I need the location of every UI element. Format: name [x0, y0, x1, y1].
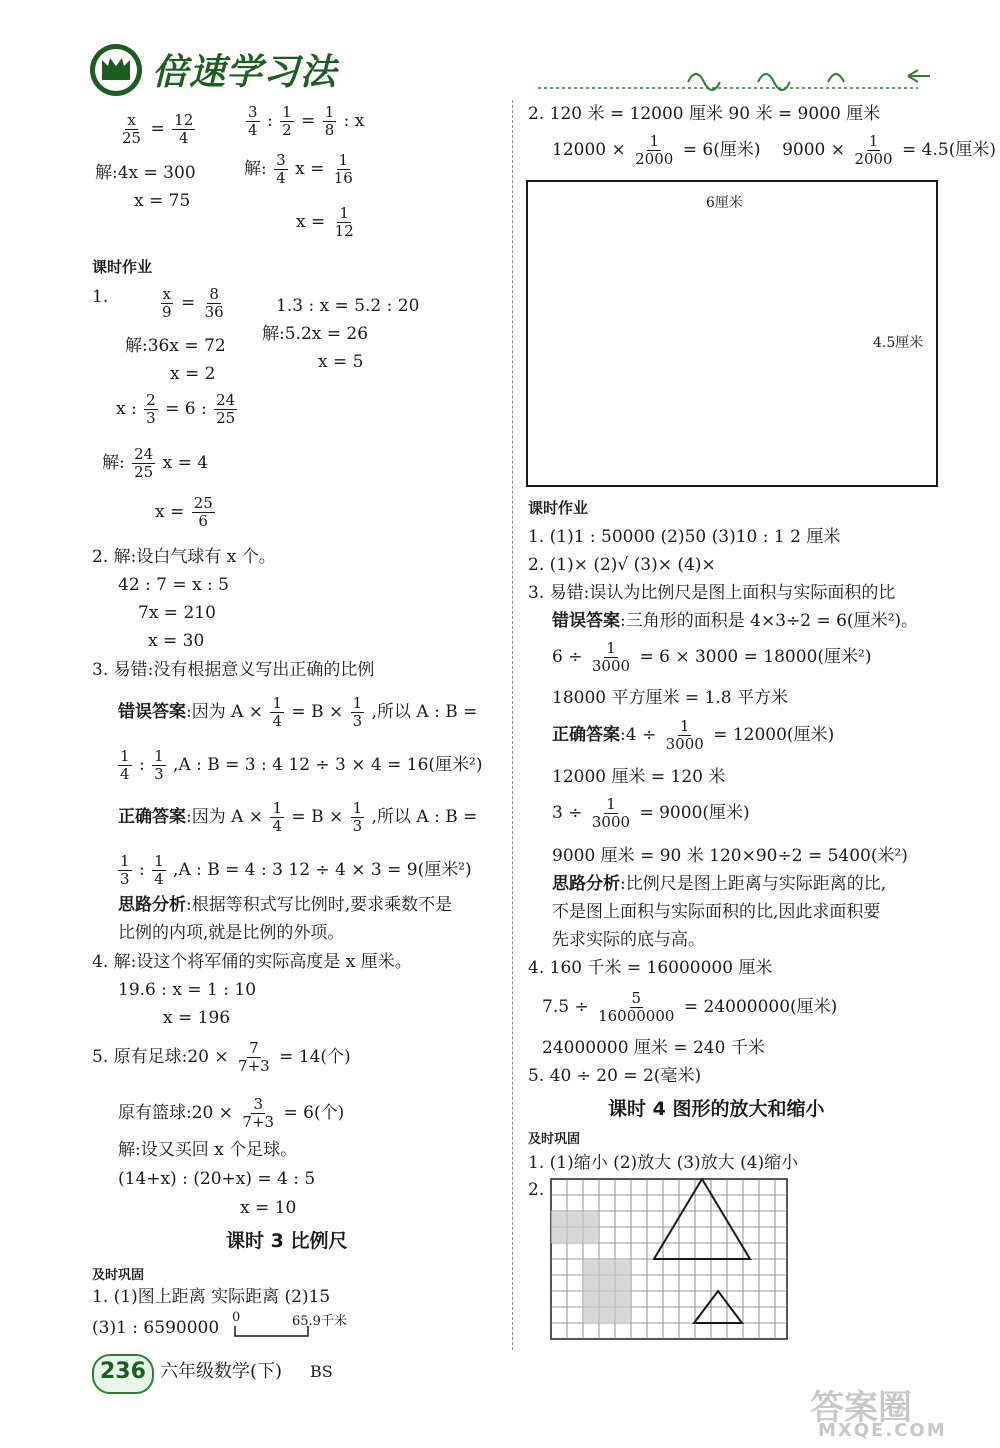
r-h3-analysis2: 不是图上面积与实际面积的比,因此求面积要 — [552, 902, 881, 922]
q1-eq3-sol1: 解: $\frac{24}{25}$ x = 4 — [102, 445, 209, 481]
q4-line3: x = 196 — [163, 1008, 231, 1028]
rect-height-label: 4.5厘米 — [873, 335, 924, 351]
book-title: 六年级数学(下) — [160, 1361, 283, 1382]
enlarge-shrink-grid — [550, 1178, 790, 1340]
q1-eq1: $\frac{x}{9}$ = $\frac{8}{36}$ — [162, 285, 224, 321]
homework-heading-right: 课时作业 — [528, 499, 589, 517]
q3-analysis2: 比例的内项,就是比例的外项。 — [118, 923, 345, 943]
top-eq-b: $\frac{3}{4}$ : $\frac{1}{2}$ = $\frac{1}{8}$ : x — [248, 103, 365, 139]
watermark-url: MXQE.COM — [818, 1420, 947, 1441]
r-h3-right: 正确答案:4 ÷ $\frac{1}{3000}$ = 12000(厘米) — [552, 717, 835, 753]
q5-line1: 5. 原有足球:20 × $\frac{7}{7+3}$ = 14(个) — [92, 1039, 351, 1075]
r-h4-line1: 4. 160 千米 = 16000000 厘米 — [528, 958, 773, 978]
brand-title: 倍速学习法 — [152, 52, 338, 93]
watermark — [800, 1380, 990, 1444]
book-logo-icon — [88, 42, 144, 98]
scale-bar — [228, 1310, 368, 1340]
scale-zero: 0 — [232, 1310, 241, 1325]
q4-line1: 4. 解:设这个将军俑的实际高度是 x 厘米。 — [92, 952, 412, 972]
edition: BS — [310, 1362, 333, 1381]
r-h3-calc5: 9000 厘米 = 90 米 120×90÷2 = 5400(米²) — [552, 846, 908, 866]
page-number: 236 — [100, 1359, 146, 1384]
top-eq-b-sol2: x = $\frac{1}{12}$ — [296, 204, 354, 240]
r-q2-line1: 2. 120 米 = 12000 厘米 90 米 = 9000 厘米 — [528, 104, 881, 124]
r-h2: 2. (1)× (2)√ (3)× (4)× — [528, 555, 716, 575]
scale-rectangle — [526, 180, 938, 487]
q3-right-line: 正确答案:因为 A × $\frac{1}{4}$ = B × $\frac{1}{3}$ ,所以 A : B = — [118, 799, 478, 835]
r-h4-line2: 7.5 ÷ $\frac{5}{16000000}$ = 24000000(厘米) — [542, 989, 838, 1025]
lesson4-consolidate: 及时巩固 — [528, 1132, 581, 1147]
q5-line5: x = 10 — [240, 1198, 297, 1218]
top-eq-b-sol1: 解: $\frac{3}{4}$ x = $\frac{1}{16}$ — [244, 151, 353, 187]
lesson3-line1: 1. (1)图上距离 实际距离 (2)15 — [92, 1287, 331, 1307]
q5-line3: 解:设又买回 x 个足球。 — [118, 1140, 298, 1160]
q1-eq3-sol2: x = $\frac{25}{6}$ — [155, 494, 213, 530]
header-decoration — [538, 62, 938, 92]
top-eq-a: $\frac{x}{25}$ = $\frac{12}{4}$ — [122, 111, 194, 147]
q1-eq2: 1.3 : x = 5.2 : 20 — [276, 296, 420, 316]
top-eq-a-sol1: 解:4x = 300 — [95, 163, 196, 183]
shaded-rect-large — [583, 1259, 631, 1323]
r-h3-line1: 3. 易错:误认为比例尺是图上面积与实际面积的比 — [528, 583, 896, 603]
page-header — [88, 40, 948, 100]
q3-wrong-line2: $\frac{1}{4}$ : $\frac{1}{3}$ ,A : B = 3 : 4 12 ÷ 3 × 4 = 16(厘米²) — [120, 747, 483, 783]
r-h5: 5. 40 ÷ 20 = 2(毫米) — [528, 1066, 702, 1086]
r-h3-calc1: 6 ÷ $\frac{1}{3000}$ = 6 × 3000 = 18000(厘米²) — [552, 639, 872, 675]
column-divider — [512, 100, 513, 1350]
q3-analysis1: 思路分析:根据等积式写比例时,要求乘数不是 — [118, 895, 453, 915]
top-eq-a-sol2: x = 75 — [134, 191, 191, 211]
r-q2-line2: 12000 × $\frac{1}{2000}$ = 6(厘米) 9000 × $\frac{1}{2000}$ = 4.5(厘米) — [552, 132, 996, 168]
q1-eq1-sol2: x = 2 — [170, 364, 216, 384]
r-h4-line3: 24000000 厘米 = 240 千米 — [542, 1038, 765, 1058]
lesson3-title: 课时 3 比例尺 — [226, 1230, 348, 1252]
lesson4-line2: 2. — [528, 1180, 545, 1200]
r-h3-wrong: 错误答案:三角形的面积是 4×3÷2 = 6(厘米²)。 — [552, 611, 919, 631]
q1-eq3: x : $\frac{2}{3}$ = 6 : $\frac{24}{25}$ — [116, 391, 236, 427]
q1-eq1-sol1: 解:36x = 72 — [125, 336, 226, 356]
q3-wrong-line: 错误答案:因为 A × $\frac{1}{4}$ = B × $\frac{1}{3}$ ,所以 A : B = — [118, 694, 478, 730]
q2-line4: x = 30 — [148, 631, 205, 651]
r-h3-analysis3: 先求实际的底与高。 — [552, 930, 705, 950]
watermark-text: 答案圈 — [810, 1388, 912, 1428]
r-h3-calc4: 3 ÷ $\frac{1}{3000}$ = 9000(厘米) — [552, 795, 750, 831]
r-h3-calc2: 18000 平方厘米 = 1.8 平方米 — [552, 688, 788, 708]
lesson3-consolidate: 及时巩固 — [92, 1268, 145, 1283]
q3-right-line2: $\frac{1}{3}$ : $\frac{1}{4}$ ,A : B = 4 : 3 12 ÷ 4 × 3 = 9(厘米²) — [120, 852, 472, 888]
homework-heading-left: 课时作业 — [92, 258, 153, 276]
rect-width-label: 6厘米 — [706, 195, 743, 211]
large-triangle — [654, 1179, 750, 1259]
q1-eq2-sol2: x = 5 — [318, 352, 364, 372]
r-h1: 1. (1)1 : 50000 (2)50 (3)10 : 1 2 厘米 — [528, 527, 841, 547]
q3-line1: 3. 易错:没有根据意义写出正确的比例 — [92, 660, 375, 680]
q2-line2: 42 : 7 = x : 5 — [118, 575, 229, 595]
q1-number: 1. — [92, 287, 109, 307]
q5-line4: (14+x) : (20+x) = 4 : 5 — [118, 1169, 316, 1189]
q2-line3: 7x = 210 — [138, 603, 216, 623]
shaded-rect-small — [551, 1211, 599, 1243]
r-h3-calc3: 12000 厘米 = 120 米 — [552, 767, 726, 787]
q2-line1: 2. 解:设白气球有 x 个。 — [92, 547, 276, 567]
lesson4-line1: 1. (1)缩小 (2)放大 (3)放大 (4)缩小 — [528, 1153, 799, 1173]
q1-eq2-sol1: 解:5.2x = 26 — [262, 324, 369, 344]
lesson4-title: 课时 4 图形的放大和缩小 — [608, 1098, 825, 1120]
scale-line — [234, 1326, 314, 1338]
page-footer — [92, 1354, 492, 1394]
r-h3-analysis1: 思路分析:比例尺是图上距离与实际距离的比, — [552, 874, 887, 894]
lesson3-line2: (3)1 : 6590000 — [92, 1318, 220, 1338]
scale-label: 65.9千米 — [292, 1314, 347, 1329]
q4-line2: 19.6 : x = 1 : 10 — [118, 980, 257, 1000]
q5-line2: 原有篮球:20 × $\frac{3}{7+3}$ = 6(个) — [118, 1095, 345, 1131]
